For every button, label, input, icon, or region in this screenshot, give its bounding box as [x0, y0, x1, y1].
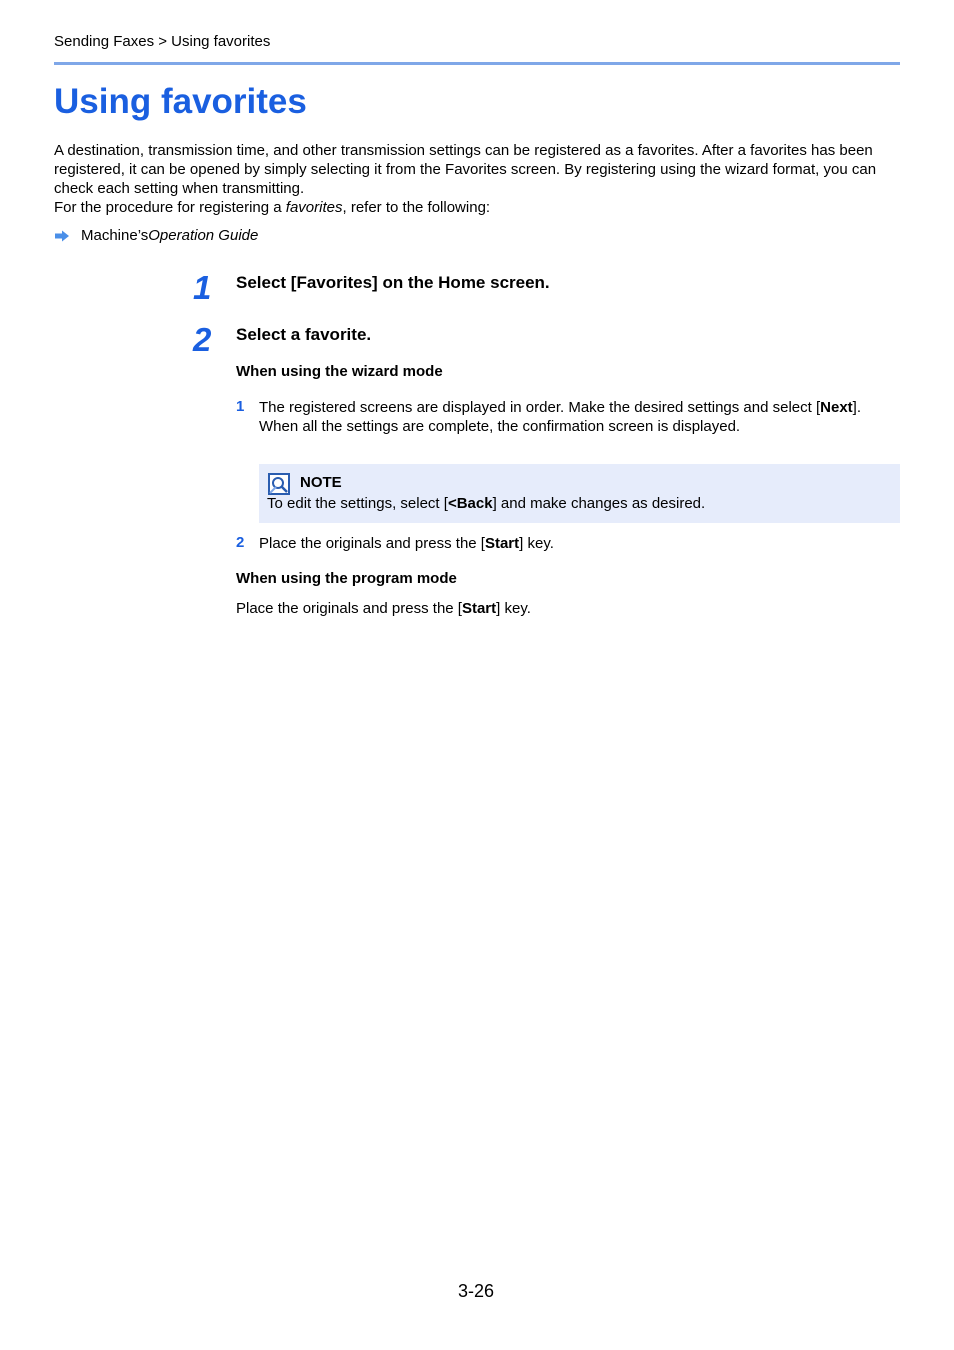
page-title: Using favorites	[54, 82, 307, 121]
note-text	[267, 495, 705, 512]
intro-line2-italic: favorites	[285, 199, 343, 216]
wizard-step-2-text-a: Place the originals and press the [	[259, 535, 485, 552]
wizard-step-1-text	[259, 398, 904, 436]
wizard-step-2-bold: Start	[484, 535, 520, 552]
step-2-number: 2	[193, 321, 212, 358]
step-1-number: 1	[193, 269, 212, 306]
program-text-a: Place the originals and press the [	[236, 600, 462, 617]
wizard-step-2-number: 2	[236, 534, 245, 551]
intro-line2-prefix: For the procedure for registering a	[54, 199, 286, 216]
program-mode-heading: When using the program mode	[236, 570, 457, 587]
note-bold: <Back	[447, 495, 493, 512]
program-bold: Start	[461, 600, 497, 617]
header-divider	[54, 62, 900, 65]
note-box	[259, 464, 900, 523]
note-text-b: ] and make changes as desired.	[492, 495, 706, 512]
program-mode-text	[236, 599, 531, 618]
wizard-step-1-bold: Next	[820, 399, 853, 416]
breadcrumb[interactable]: Sending Faxes > Using favorites	[54, 33, 271, 50]
program-text-b: ] key.	[496, 600, 531, 617]
note-label: NOTE	[300, 474, 342, 491]
page-number: 3-26	[458, 1281, 495, 1301]
reference-prefix: Machine’s	[81, 227, 149, 244]
reference-link[interactable]	[54, 226, 258, 245]
wizard-step-1-text-b: ]. When all the settings are complete, the confirmation screen is displayed.	[259, 399, 861, 435]
arrow-right-icon	[54, 230, 70, 242]
wizard-step-1-text-a: The registered screens are displayed in order. Make the desired settings and select [	[259, 399, 821, 416]
intro-text: A destination, transmission time, and other transmission settings can be registered as a favorites. After a favorites has been registered, it can be opened by simply selecting it from the Favorites screen. By registering using the wizard format, you can check each setting when transmitting.	[54, 142, 877, 197]
intro-paragraph	[54, 141, 900, 217]
wizard-step-2-text-b: ] key.	[519, 535, 554, 552]
intro-reference-line	[54, 198, 900, 217]
step-1-text: Select [Favorites] on the Home screen.	[236, 273, 550, 292]
note-icon	[268, 473, 290, 495]
step-2-text: Select a favorite.	[236, 325, 372, 344]
intro-line2-suffix: , refer to the following:	[342, 199, 491, 216]
wizard-mode-heading: When using the wizard mode	[236, 363, 443, 380]
wizard-step-2-text	[259, 534, 554, 553]
reference-title: Operation Guide	[148, 227, 259, 244]
note-text-a: To edit the settings, select [	[267, 495, 448, 512]
wizard-step-1-number: 1	[236, 398, 245, 415]
